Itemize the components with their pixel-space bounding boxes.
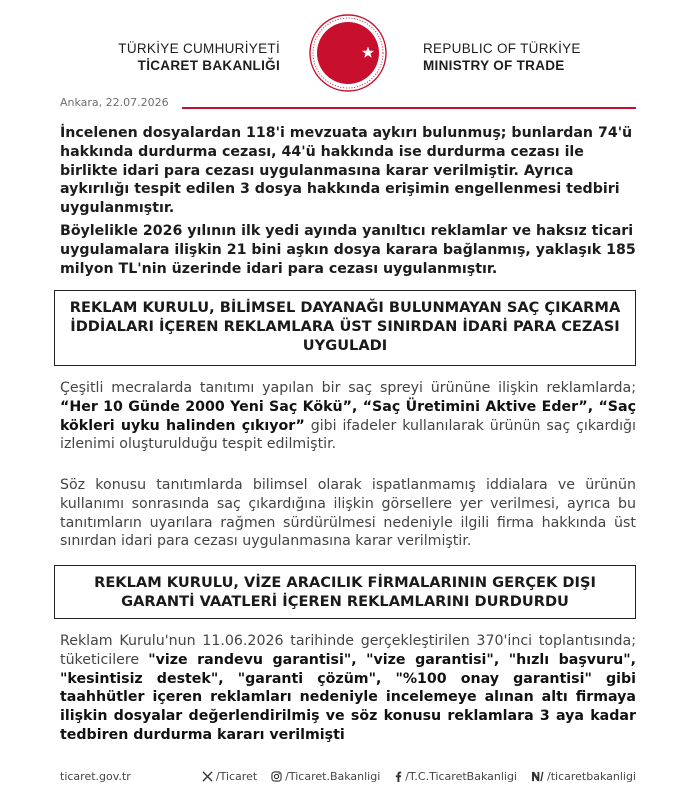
en-country-name: REPUBLIC OF TÜRKİYE (423, 41, 581, 56)
nsosyal-icon (531, 771, 544, 782)
section-2-quoted-claims: "vize randevu garantisi", "vize garantisi", "hızlı başvuru", "kesintisiz destek", "garanti çözüm", "%100 onay garantisi" gibi taahhütler içeren reklamları nedeniyle incelemeye alınan altı firmaya ilişkin dosyalar değerlendirilmiş ve söz konusu reklamlara 3 aya kadar tedbiren durdurma kararı verilmişti (60, 651, 636, 743)
section-1-p1-lead: Çeşitli mecralarda tanıtımı yapılan bir saç spreyi ürününe ilişkin reklamlarda; (60, 380, 636, 396)
social-nsosyal[interactable] (531, 770, 636, 783)
nsosyal-handle: /ticaretbakanligi (547, 770, 636, 783)
press-date: Ankara, 22.07.2026 (60, 96, 169, 109)
section-2-title: REKLAM KURULU, VİZE ARACILIK FİRMALARININ GERÇEK DIŞI GARANTİ VAATLERİ İÇEREN REKLAMLARINI DURDURDU (94, 574, 596, 610)
website-link[interactable]: ticaret.gov.tr (60, 770, 131, 783)
x-handle: /Ticaret (215, 770, 258, 783)
ministry-seal-icon (308, 13, 388, 93)
section-2-p1-lead: Reklam Kurulu'nun 11.06.2026 tarihinde gerçekleştirilen 370'inci toplantısında; tüketicilere (60, 633, 636, 668)
accent-divider (182, 107, 636, 109)
intro-paragraph-2: Böylelikle 2026 yılının ilk yedi ayında yanıltıcı reklamlar ve haksız ticari uygulamalara ilişkin 21 bini aşkın dosya karara bağlanmış, yaklaşık 185 milyon TL'nin üzerinde idari para cezası uygulanmıştır. (60, 223, 636, 277)
section-1-paragraph-2: Söz konusu tanıtımlarda bilimsel olarak ispatlanmamış iddialara ve ürünün kullanımı sonrasında saç çıkardığına ilişkin görsellere yer verilmesi, ayrıca bu tanıtımların uyarılara rağmen sürdürülmesi nedeniyle ilgili firma hakkında üst sınırdan idari para cezası uygulanmasına karar verilmiştir. (60, 477, 636, 550)
header (0, 0, 693, 105)
section-2-paragraph-1 (60, 632, 636, 745)
intro-paragraph-1: İncelenen dosyalardan 118'i mevzuata aykırı bulunmuş; bunlardan 74'ü hakkında durdurma cezası, 44'ü hakkında ise durdurma cezası ile birlikte idari para cezası uygulanmasına karar verilmiştir. Ayrıca aykırılığı tespit edilen 3 dosya hakkında erişimin engellenmesi tedbiri uygulanmıştır. (60, 125, 633, 217)
section-1-p1-tail: gibi ifadeler kullanılarak ürünün saç çıkardığı izlenimi oluşturulduğu tespit edilmiştir. (60, 417, 636, 453)
tr-ministry-name: TİCARET BAKANLIĞI (137, 58, 280, 73)
section-1-title-box (54, 290, 636, 366)
en-ministry-name: MINISTRY OF TRADE (423, 58, 565, 73)
social-instagram[interactable] (271, 770, 380, 783)
instagram-icon (271, 771, 282, 782)
ministry-name-english (423, 40, 581, 75)
section-2-title-box (54, 565, 636, 619)
facebook-icon (394, 771, 402, 782)
social-x[interactable] (202, 770, 257, 783)
social-links (202, 770, 636, 783)
x-icon (202, 771, 213, 782)
tr-country-name: TÜRKİYE CUMHURİYETİ (118, 41, 280, 56)
footer (60, 770, 636, 786)
section-1-paragraph-1 (60, 379, 636, 454)
social-facebook[interactable] (394, 770, 517, 783)
ministry-name-turkish (118, 40, 280, 75)
date-row (60, 95, 636, 117)
instagram-handle: /Ticaret.Bakanligi (285, 770, 381, 783)
section-1-title: REKLAM KURULU, BİLİMSEL DAYANAĞI BULUNMAYAN SAÇ ÇIKARMA İDDİALARI İÇEREN REKLAMLARA ÜST SINIRDAN İDARİ PARA CEZASI UYGULADI (69, 299, 621, 354)
facebook-handle: /T.C.TicaretBakanligi (405, 770, 517, 783)
section-1-quoted-claims: “Her 10 Günde 2000 Yeni Saç Kökü”, “Saç Üretimini Aktive Eder”, “Saç kökleri uyku halinden çıkıyor” (60, 398, 636, 434)
